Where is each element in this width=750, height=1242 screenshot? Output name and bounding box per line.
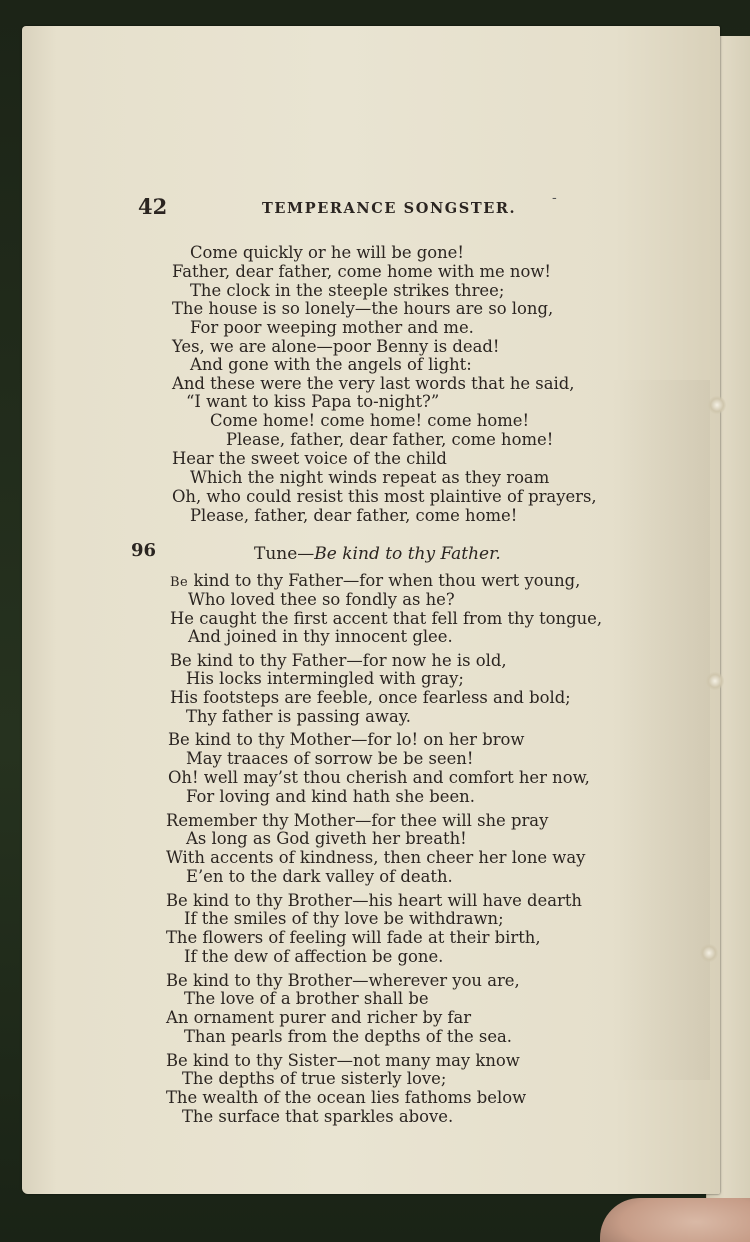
- verse-line: Than pearls from the depths of the sea.: [184, 1027, 513, 1046]
- song-number: 96: [131, 540, 157, 561]
- verse-line: Come quickly or he will be gone!: [190, 243, 464, 262]
- verse-line: For loving and kind hath she been.: [186, 787, 475, 806]
- verse-line: The flowers of feeling will fade at their birth,: [166, 928, 541, 947]
- verse-line: The clock in the steeple strikes three;: [190, 281, 505, 300]
- running-title: TEMPERANCE SONGSTER.: [262, 200, 517, 217]
- verse-line: Be kind to thy Brother—wherever you are,: [166, 971, 520, 990]
- small-caps-initial: Be: [170, 575, 189, 590]
- verse-line: Be kind to thy Sister—not many may know: [166, 1051, 520, 1070]
- verse-line: Come home! come home! come home!: [210, 411, 530, 430]
- verse-line: If the smiles of thy love be withdrawn;: [184, 909, 504, 928]
- verse-line-first: [170, 572, 580, 592]
- verse-line: The love of a brother shall be: [184, 989, 429, 1008]
- print-mark: -: [552, 190, 557, 206]
- binding-hole-mark: [708, 396, 726, 414]
- verse-line: May traaces of sorrow be be seen!: [186, 749, 474, 768]
- verse-line: The wealth of the ocean lies fathoms below: [166, 1088, 527, 1107]
- show-through-shadow: [610, 380, 710, 1080]
- verse-line: As long as God giveth her breath!: [186, 829, 467, 848]
- verse-line: Which the night winds repeat as they roam: [190, 468, 550, 487]
- verse-line: His locks intermingled with gray;: [186, 669, 464, 688]
- verse-line: Hear the sweet voice of the child: [172, 449, 447, 468]
- page-header: [138, 190, 578, 224]
- verse-line: Please, father, dear father, come home!: [226, 430, 554, 449]
- verse-line: An ornament purer and richer by far: [166, 1008, 472, 1027]
- verse-line: Oh! well may’st thou cherish and comfort her now,: [168, 768, 590, 787]
- verse-line: Thy father is passing away.: [186, 707, 412, 726]
- verse-line: The surface that sparkles above.: [182, 1107, 454, 1126]
- verse-line: Remember thy Mother—for thee will she pray: [166, 811, 549, 830]
- page-number: 42: [138, 194, 168, 219]
- verse-line: Oh, who could resist this most plaintive of prayers,: [172, 487, 597, 506]
- tune-prefix: Tune—: [254, 544, 315, 564]
- verse-line: Be kind to thy Mother—for lo! on her brow: [168, 730, 525, 749]
- verse-line: And joined in thy innocent glee.: [188, 627, 453, 646]
- verse-line: Yes, we are alone—poor Benny is dead!: [172, 337, 500, 356]
- verse-line: For poor weeping mother and me.: [190, 318, 474, 337]
- binding-hole-mark: [700, 944, 718, 962]
- tune-line: [254, 544, 501, 564]
- verse-line: Be kind to thy Brother—his heart will have dearth: [166, 891, 582, 910]
- verse-line: And gone with the angels of light:: [190, 355, 472, 374]
- verse-line: If the dew of affection be gone.: [184, 947, 444, 966]
- tune-title: Be kind to thy Father.: [314, 544, 501, 564]
- verse-line: The depths of true sisterly love;: [182, 1069, 447, 1088]
- verse-line: Who loved thee so fondly as he?: [188, 590, 455, 609]
- verse-line: The house is so lonely—the hours are so long,: [172, 299, 554, 318]
- verse-line: His footsteps are feeble, once fearless and bold;: [170, 688, 571, 707]
- verse-line: Be kind to thy Father—for now he is old,: [170, 651, 507, 670]
- thumb: [600, 1198, 750, 1242]
- first-line-rest: kind to thy Father—for when thou wert young,: [188, 571, 581, 590]
- verse-line: With accents of kindness, then cheer her lone way: [166, 848, 586, 867]
- binding-hole-mark: [706, 672, 724, 690]
- verse-line: Please, father, dear father, come home!: [190, 506, 518, 525]
- verse-line: And these were the very last words that he said,: [172, 374, 575, 393]
- verse-line: Father, dear father, come home with me now!: [172, 262, 551, 281]
- verse-line: E’en to the dark valley of death.: [186, 867, 453, 886]
- verse-line: “I want to kiss Papa to-night?”: [186, 392, 440, 411]
- verse-line: He caught the first accent that fell from thy tongue,: [170, 609, 603, 628]
